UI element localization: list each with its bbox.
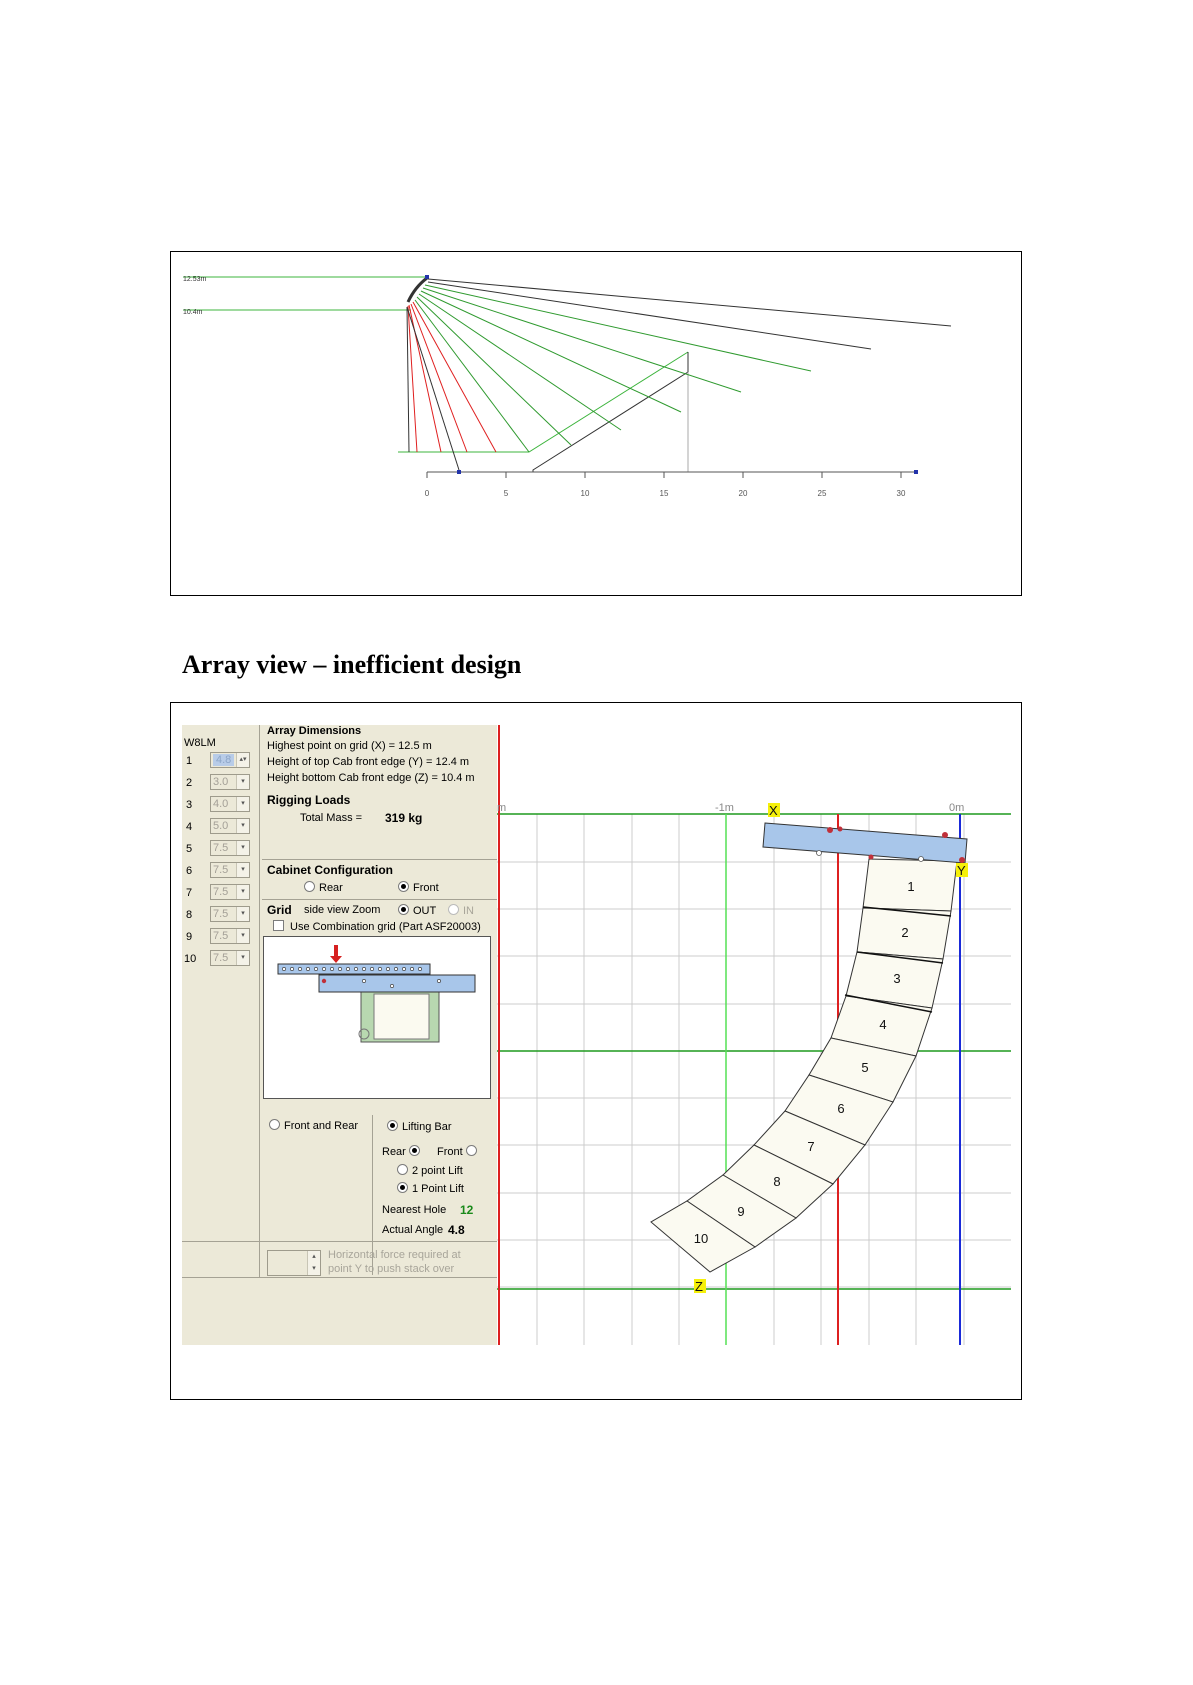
two-point-lift-label: 2 point Lift <box>412 1165 463 1177</box>
dropdown-arrow-icon[interactable]: ▾ <box>236 797 249 811</box>
force-caption-line2: point Y to push stack over <box>328 1263 455 1275</box>
rigging-heading: Rigging Loads <box>267 793 351 807</box>
lifting-bar-option[interactable] <box>387 1120 452 1133</box>
x-tick-label: 5 <box>503 489 509 498</box>
ray-5 <box>421 291 681 412</box>
two-point-lift-option[interactable] <box>397 1164 463 1177</box>
dropdown-arrow-icon[interactable]: ▾ <box>236 775 249 789</box>
array-stack <box>408 278 427 302</box>
x-tick-label: 30 <box>896 489 906 498</box>
combination-grid-checkbox[interactable] <box>273 920 481 933</box>
rear-lift-option[interactable] <box>382 1145 424 1158</box>
marker-x: X <box>769 803 778 818</box>
x-tick-label: 25 <box>817 489 827 498</box>
nearest-hole-label: Nearest Hole <box>382 1204 447 1216</box>
top-edge-text: Height of top Cab front edge (Y) = 12.4 m <box>267 756 470 768</box>
radio-selected-icon[interactable] <box>398 881 409 892</box>
dropdown-arrow-icon[interactable]: ▾ <box>236 929 249 943</box>
ray-3 <box>425 285 811 371</box>
spin-arrows-icon[interactable]: ▴ ▾ <box>307 1251 320 1275</box>
lift-arrow-icon <box>330 945 342 963</box>
height-label-bottom: 10.4m <box>183 309 203 316</box>
grid-preview-drawing <box>264 937 490 1098</box>
cabinet-number: 10 <box>693 1231 709 1246</box>
cabinet-index: 5 <box>186 843 193 855</box>
zoom-in-label: IN <box>463 905 474 917</box>
radio-icon[interactable] <box>269 1119 280 1130</box>
spinner-value: 4.8 <box>213 754 234 766</box>
coverage-plot <box>171 252 1021 595</box>
radio-selected-icon[interactable] <box>387 1120 398 1131</box>
cabinet-number: 8 <box>773 1174 781 1189</box>
rear-lift-label: Rear <box>382 1146 406 1158</box>
total-mass-value: 319 kg <box>385 811 423 825</box>
ray-bottom <box>407 307 409 452</box>
cabinet-number: 6 <box>837 1101 845 1116</box>
front-lift-label: Front <box>437 1146 463 1158</box>
zoom-in-option[interactable] <box>448 904 474 917</box>
ray-10 <box>411 304 467 452</box>
actual-angle-label: Actual Angle <box>382 1224 444 1236</box>
cabinet-index: 8 <box>186 909 193 921</box>
cabinet-angle-spinner[interactable] <box>210 928 250 944</box>
dropdown-arrow-icon[interactable]: ▾ <box>236 907 249 921</box>
front-and-rear-option[interactable] <box>269 1119 358 1132</box>
cabinet-index: 7 <box>186 887 193 899</box>
ray-9 <box>413 302 496 452</box>
dropdown-arrow-icon[interactable]: ▾ <box>236 951 249 965</box>
spinner-value: 3.0 <box>213 776 229 788</box>
marker-y: Y <box>957 863 966 878</box>
radio-icon[interactable] <box>397 1164 408 1175</box>
cabinet-number: 2 <box>901 925 909 940</box>
marker-z: Z <box>695 1279 703 1294</box>
ray-12 <box>408 306 417 452</box>
cabinet-angle-spinner[interactable] <box>210 818 250 834</box>
front-and-rear-label: Front and Rear <box>284 1120 358 1132</box>
grid-frame <box>319 975 475 992</box>
section-title: Array view – inefficient design <box>182 650 522 679</box>
radio-icon[interactable] <box>304 881 315 892</box>
cabinet-number: 3 <box>893 971 901 986</box>
cabinet-angle-spinner[interactable] <box>210 840 250 856</box>
ray-floor <box>407 307 459 470</box>
dropdown-arrow-icon[interactable]: ▾ <box>236 863 249 877</box>
total-mass-label: Total Mass = <box>300 812 363 824</box>
checkbox-icon[interactable] <box>273 920 284 931</box>
grid-heading: Grid <box>267 903 292 917</box>
radio-selected-icon[interactable] <box>398 904 409 915</box>
cabinet-number: 7 <box>807 1139 815 1154</box>
cabinet-angle-spinner[interactable] <box>210 796 250 812</box>
config-heading: Cabinet Configuration <box>267 863 393 877</box>
nearest-hole-value: 12 <box>460 1203 474 1217</box>
array-side-view <box>497 725 1011 1345</box>
dropdown-arrow-icon[interactable]: ▾ <box>236 885 249 899</box>
cabinet-number: 5 <box>861 1060 869 1075</box>
view-background <box>497 725 1011 1345</box>
ray-4 <box>423 288 741 392</box>
front-option[interactable] <box>398 881 439 894</box>
axis-label-mid: -1m <box>715 802 734 814</box>
coverage-plot-frame <box>170 251 1022 596</box>
spinner-value: 5.0 <box>213 820 229 832</box>
divider <box>262 859 497 860</box>
cabinet-angle-spinner[interactable] <box>210 862 250 878</box>
spinner-value: 7.5 <box>213 864 229 876</box>
column-divider <box>259 725 260 1277</box>
cabinet-number: 1 <box>907 879 915 894</box>
cabinet-angle-spinner[interactable] <box>210 906 250 922</box>
pickup-point <box>322 979 326 983</box>
ray-8 <box>415 300 529 452</box>
dropdown-arrow-icon[interactable]: ▾ <box>236 819 249 833</box>
one-point-lift-option[interactable] <box>397 1182 464 1195</box>
dimensions-heading: Array Dimensions <box>267 725 362 737</box>
force-caption-line1: Horizontal force required at <box>328 1249 461 1261</box>
height-label-top: 12.53m <box>183 276 207 283</box>
x-tick-label: 0 <box>424 489 430 498</box>
cabinet-number: 9 <box>737 1204 745 1219</box>
radio-icon[interactable] <box>448 904 459 915</box>
spinner-value: 7.5 <box>213 908 229 920</box>
spin-arrows-icon[interactable]: ▴▾ <box>236 753 249 767</box>
cabinet-index: 9 <box>186 931 193 943</box>
force-spinner[interactable] <box>267 1250 321 1276</box>
spinner-value: 7.5 <box>213 842 229 854</box>
axis-marker-right <box>914 470 918 474</box>
cabinet-angle-spinner[interactable] <box>210 774 250 790</box>
cabinet-index: 6 <box>186 865 193 877</box>
spinner-value: 7.5 <box>213 930 229 942</box>
cabinet-index: 3 <box>186 799 193 811</box>
control-panel <box>182 725 497 1345</box>
front-option-label: Front <box>413 882 439 894</box>
model-label: W8LM <box>184 737 216 749</box>
rear-option[interactable] <box>304 881 343 894</box>
cabinet-angle-spinner[interactable] <box>210 884 250 900</box>
cabinet-angle-spinner[interactable] <box>210 752 250 768</box>
grid-preview <box>263 936 491 1099</box>
highest-point-text: Highest point on grid (X) = 12.5 m <box>267 740 432 752</box>
ray-2 <box>428 282 871 349</box>
radio-selected-icon[interactable] <box>397 1182 408 1193</box>
zoom-label: side view Zoom <box>304 904 381 916</box>
ray-6 <box>419 294 621 430</box>
array-view-frame <box>170 702 1022 1400</box>
axis-label-left: m <box>497 802 507 814</box>
actual-angle-value: 4.8 <box>448 1223 465 1237</box>
divider <box>262 899 497 900</box>
ray-top <box>428 279 951 326</box>
x-tick-label: 20 <box>738 489 748 498</box>
x-ticks <box>427 472 901 478</box>
dropdown-arrow-icon[interactable]: ▾ <box>236 841 249 855</box>
x-tick-label: 10 <box>580 489 590 498</box>
combination-grid-label: Use Combination grid (Part ASF20003) <box>290 921 481 933</box>
radio-selected-icon[interactable] <box>409 1145 420 1156</box>
cabinet-index: 4 <box>186 821 193 833</box>
bottom-edge-text: Height bottom Cab front edge (Z) = 10.4 m <box>267 772 475 784</box>
divider <box>182 1241 497 1242</box>
x-tick-label: 15 <box>659 489 669 498</box>
lifting-bar-label: Lifting Bar <box>402 1121 452 1133</box>
cabinet-index: 10 <box>184 953 197 965</box>
spinner-value: 4.0 <box>213 798 229 810</box>
cabinet-face <box>374 994 429 1039</box>
cabinet-index: 2 <box>186 777 193 789</box>
divider <box>182 1277 497 1278</box>
audience-upper-line <box>398 352 688 452</box>
ray-7 <box>417 297 571 445</box>
spinner-value: 7.5 <box>213 952 229 964</box>
radio-icon[interactable] <box>466 1145 477 1156</box>
array-top-marker <box>425 275 429 279</box>
cabinet-index: 1 <box>186 755 193 767</box>
axis-marker-left <box>457 470 461 474</box>
one-point-lift-label: 1 Point Lift <box>412 1183 464 1195</box>
zoom-out-label: OUT <box>413 905 437 917</box>
zoom-out-option[interactable] <box>398 904 436 917</box>
axis-label-right: 0m <box>949 802 965 814</box>
spinner-value: 7.5 <box>213 886 229 898</box>
rear-option-label: Rear <box>319 882 343 894</box>
front-lift-option[interactable] <box>437 1145 481 1158</box>
cabinet-number: 4 <box>879 1017 887 1032</box>
cabinet-angle-spinner[interactable] <box>210 950 250 966</box>
